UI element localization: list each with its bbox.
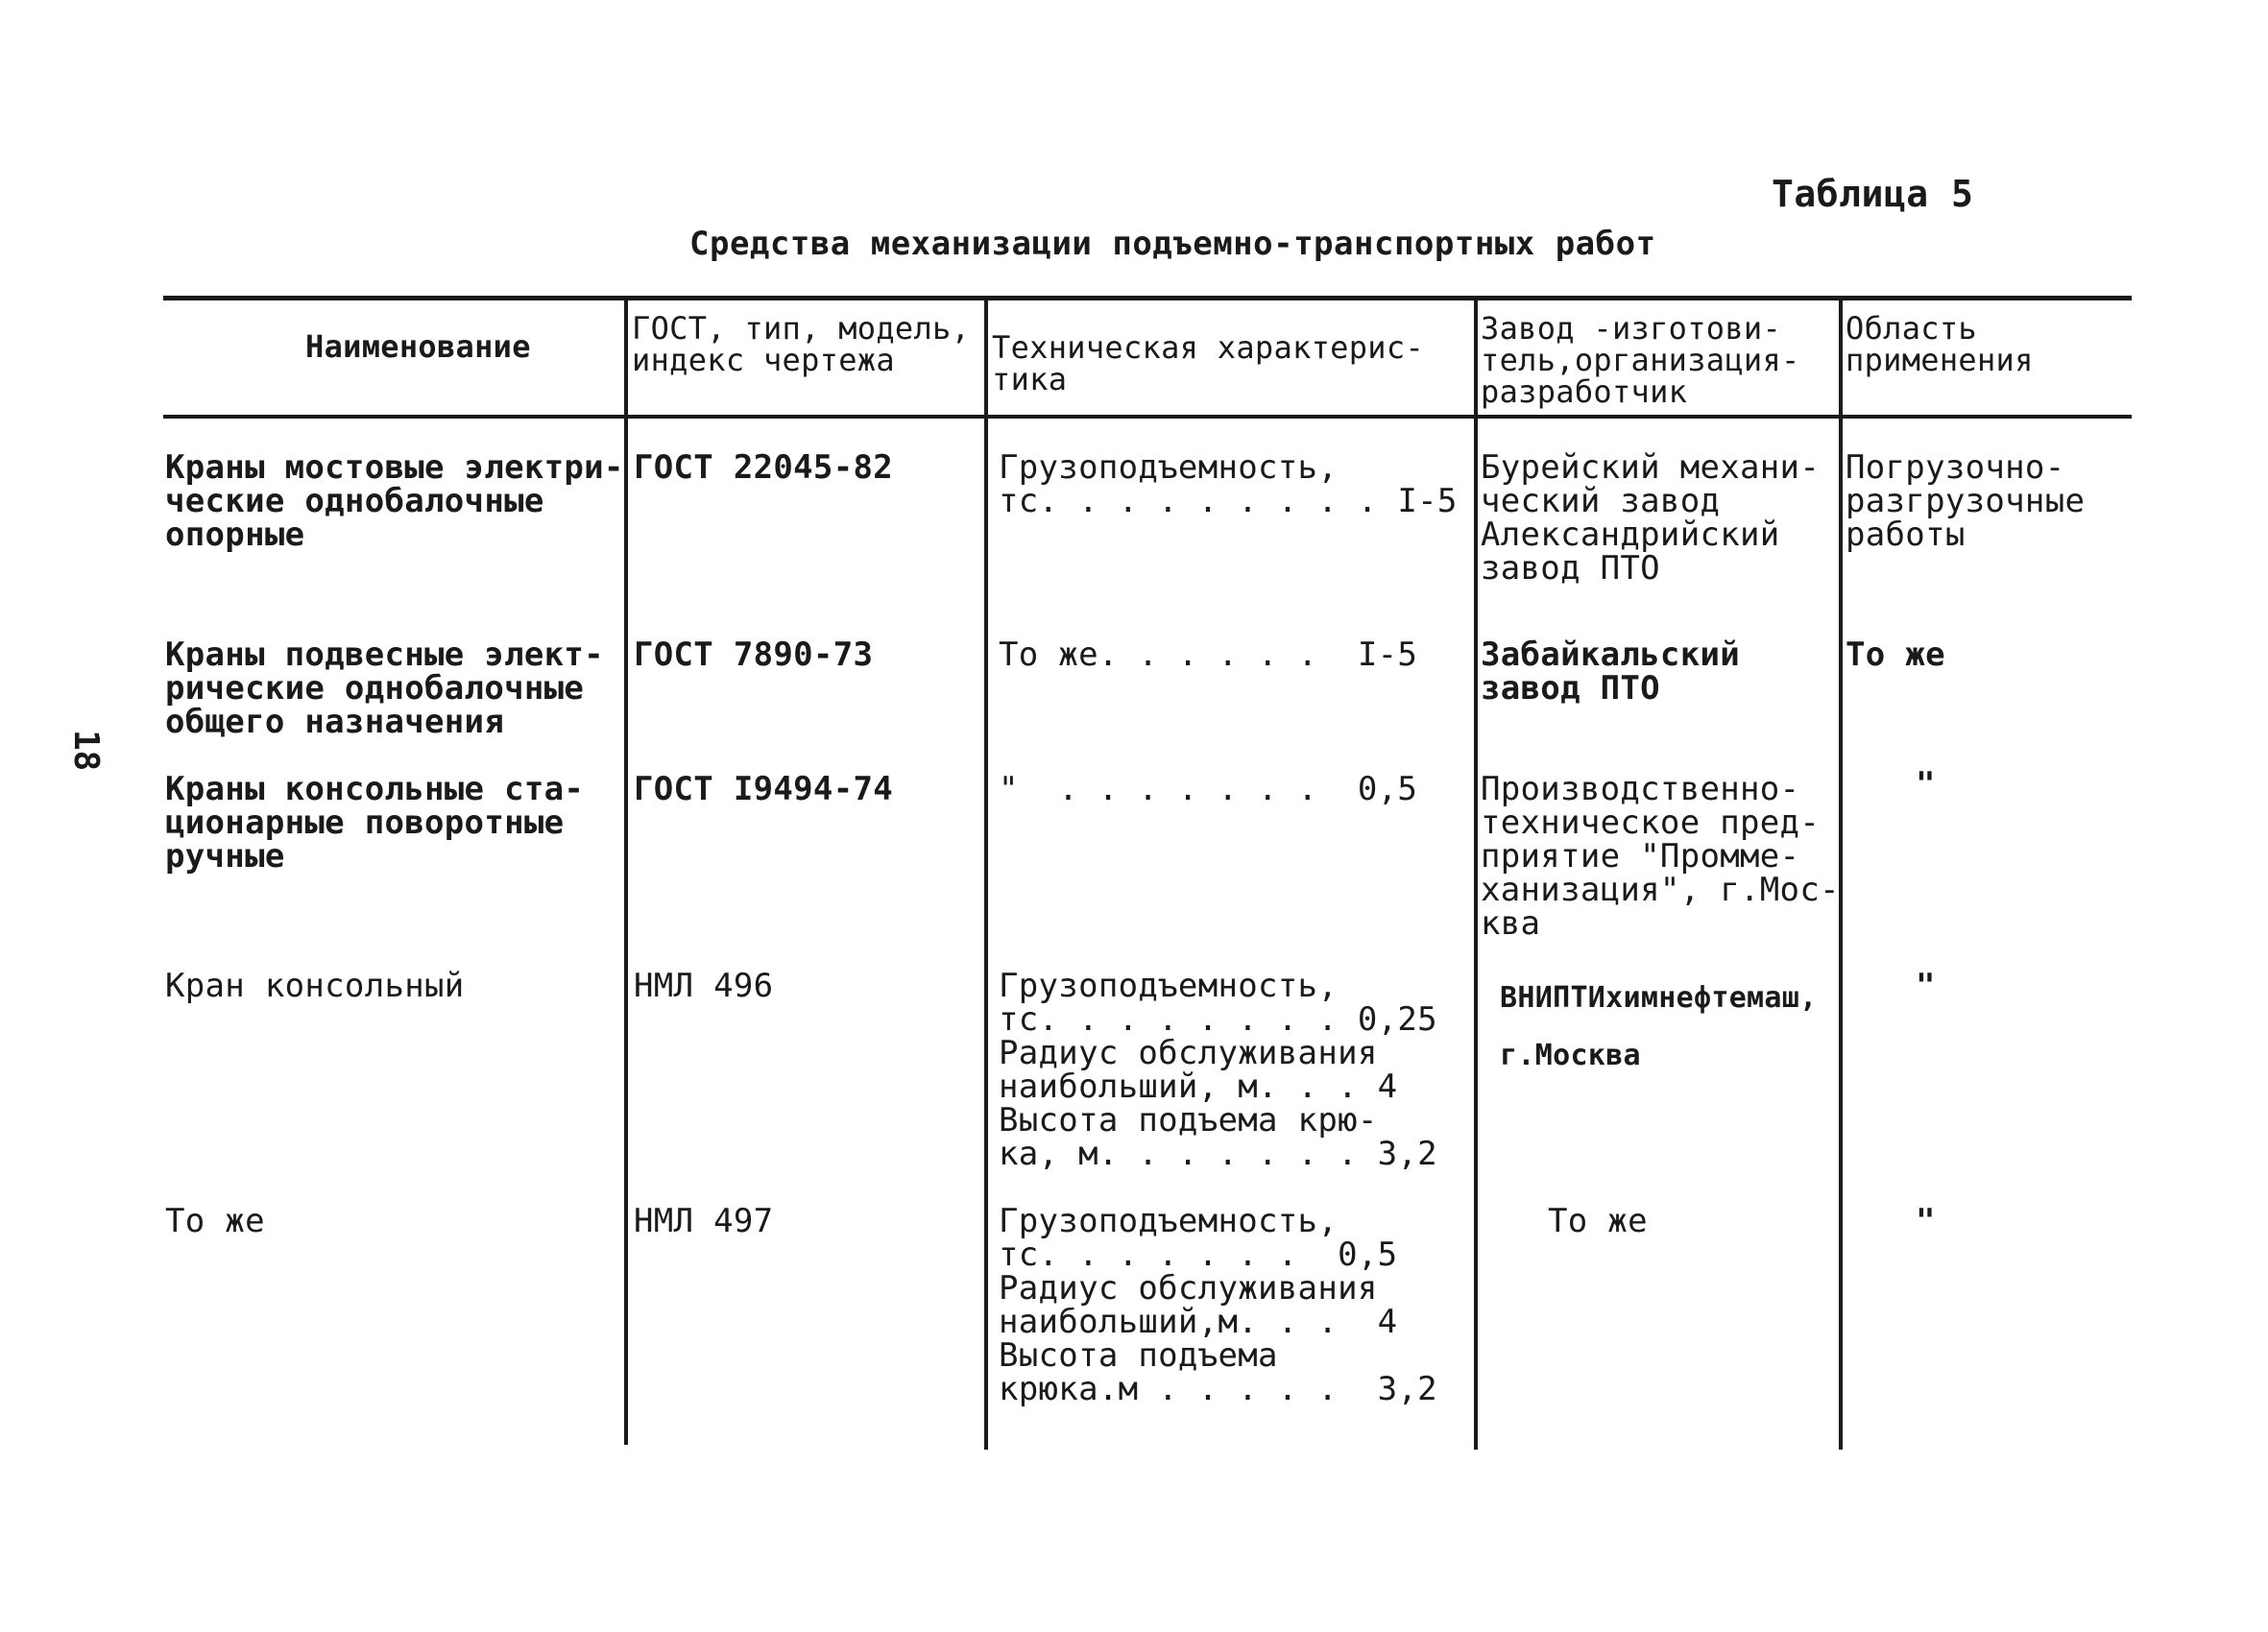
page-number: 18: [66, 730, 106, 772]
row-4-area: ": [1916, 967, 1936, 1005]
column-divider-2: [984, 298, 988, 1450]
row-2-name: Краны подвесные элект- рические однобалочные общего назначения: [165, 636, 604, 741]
row-1-gost: ГОСТ 22045-82: [634, 448, 894, 487]
row-5-area: ": [1916, 1202, 1936, 1240]
row-2-gost: ГОСТ 7890-73: [634, 636, 874, 674]
header-area: Область применения: [1846, 310, 2034, 378]
row-5-maker: То же: [1548, 1202, 1648, 1240]
row-4-maker: ВНИПТИхимнефтемаш, г.Москва: [1500, 981, 1818, 1072]
row-4-name: Кран консольный: [165, 967, 465, 1005]
row-3-gost: ГОСТ I9494-74: [634, 770, 894, 808]
row-3-spec: " . . . . . . . 0,5: [999, 770, 1418, 808]
table-number: Таблица 5: [1772, 173, 1974, 215]
row-1-area: Погрузочно- разгрузочные работы: [1846, 448, 2086, 554]
table-title: Средства механизации подъемно-транспортных работ: [689, 225, 1656, 263]
column-divider-1: [624, 298, 628, 1445]
row-5-gost: НМЛ 497: [634, 1202, 774, 1240]
row-3-area: ": [1916, 765, 1936, 804]
row-3-maker: Производственно- техническое пред- приятие "Промме- ханизация", г.Мос- ква: [1481, 770, 1840, 943]
column-divider-3: [1474, 298, 1478, 1450]
header-maker: Завод -изготови- тель,организация- разработчик: [1481, 310, 1800, 410]
row-1-name: Краны мостовые электри- ческие однобалочные опорные: [165, 448, 624, 554]
row-3-name: Краны консольные ста- ционарные поворотные ручные: [165, 770, 585, 876]
row-4-gost: НМЛ 496: [634, 967, 774, 1005]
row-5-name: То же: [165, 1202, 265, 1240]
row-1-spec: Грузоподъемность, тс. . . . . . . . . I-5: [999, 448, 1458, 520]
header-gost: ГОСТ, тип, модель, индекс чертежа: [632, 310, 971, 378]
row-2-maker: Забайкальский завод ПТО: [1481, 636, 1741, 708]
row-1-maker: Бурейский механи- ческий завод Александрийский завод ПТО: [1481, 448, 1821, 588]
header-spec: Техническая характерис- тика: [992, 329, 1425, 397]
row-2-spec: То же. . . . . . I-5: [999, 636, 1418, 674]
header-bottom-rule: [163, 415, 2132, 419]
row-4-spec: Грузоподъемность, тс. . . . . . . . 0,25 Радиус обслуживания наибольший, м. . . 4 Высота подъема крю- ка, м. . . . . . . 3,2: [999, 967, 1437, 1173]
table-top-rule: [163, 296, 2132, 300]
header-name: Наименование: [305, 328, 531, 365]
row-5-spec: Грузоподъемность, тс. . . . . . . 0,5 Радиус обслуживания наибольший,м. . . 4 Высота подъема крюка.м . . . . . 3,2: [999, 1202, 1437, 1408]
row-2-area: То же: [1846, 636, 1945, 674]
